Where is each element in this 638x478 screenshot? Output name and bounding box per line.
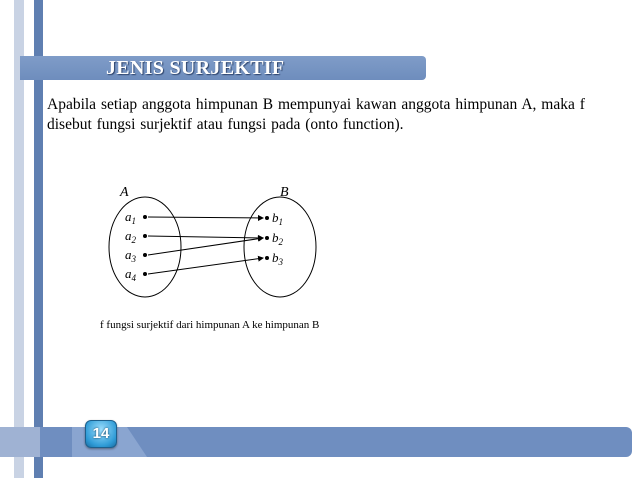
set-b-point-2 bbox=[265, 236, 269, 240]
set-a-ellipse bbox=[109, 197, 181, 297]
set-a-element-3: $a_3$ bbox=[125, 247, 136, 264]
page-number-badge: 14 bbox=[85, 420, 117, 448]
caption-text: f fungsi surjektif dari himpunan A ke himpunan B bbox=[100, 319, 320, 331]
bottom-band-left bbox=[0, 427, 40, 457]
set-a-point-2 bbox=[143, 234, 147, 238]
set-b-element-2: $b_2$ bbox=[272, 230, 283, 247]
set-b-ellipse bbox=[244, 197, 316, 297]
set-a-label: A bbox=[120, 185, 129, 200]
mapping-arrow-4 bbox=[148, 258, 263, 274]
set-a-element-1: $a_1$ bbox=[125, 209, 136, 226]
set-b-label: B bbox=[280, 185, 289, 200]
diagram-caption bbox=[100, 319, 319, 331]
set-b-point-3 bbox=[265, 256, 269, 260]
set-a-point-1 bbox=[143, 215, 147, 219]
set-a-element-2: $a_2$ bbox=[125, 228, 136, 245]
set-a-point-3 bbox=[143, 253, 147, 257]
set-b-element-1: $b_1$ bbox=[272, 210, 283, 227]
mapping-arrow-1 bbox=[148, 217, 263, 218]
mapping-arrow-3 bbox=[148, 238, 263, 255]
mapping-diagram bbox=[95, 180, 335, 320]
set-b-point-1 bbox=[265, 216, 269, 220]
set-a-point-4 bbox=[143, 272, 147, 276]
mapping-arrow-2 bbox=[148, 236, 263, 238]
slide-body-text: Apabila setiap anggota himpunan B mempunyai kawan anggota himpunan A, maka f disebut fungsi surjektif atau fungsi pada (onto function). bbox=[47, 96, 585, 133]
set-b-element-3: $b_3$ bbox=[272, 250, 283, 267]
slide-title: JENIS SURJEKTIF bbox=[106, 57, 285, 79]
set-a-element-4: $a_4$ bbox=[125, 266, 136, 283]
